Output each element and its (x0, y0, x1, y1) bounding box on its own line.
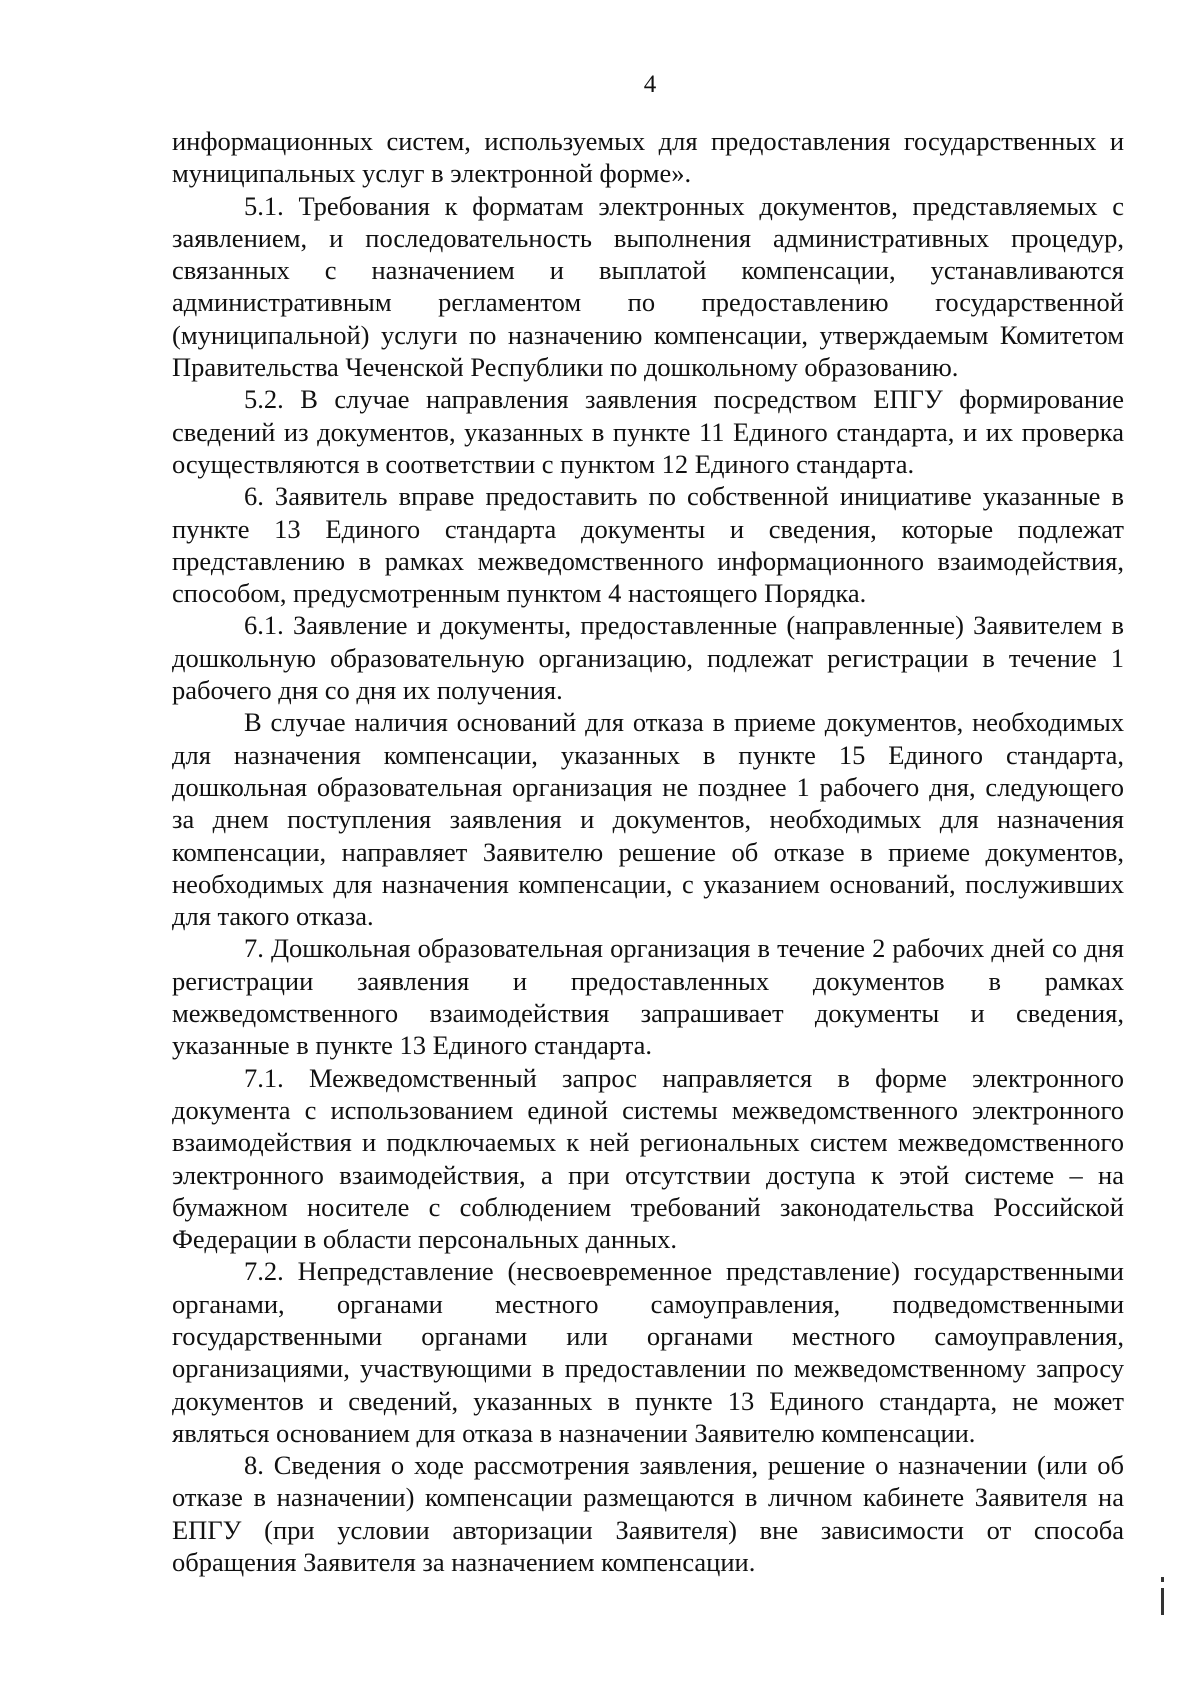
paragraph-5-1: 5.1. Требования к форматам электронных документов, представляемых с заявлением, и последовательность выполнения административных процедур, связанных с назначением и выплатой компенсации, устанавливаются административным регламентом по предоставлению государственной (муниципальной) услуги по назначению компенсации, утверждаемым Комитетом Правительства Чеченской Республики по дошкольному образованию. (172, 190, 1124, 383)
paragraph-8: 8. Сведения о ходе рассмотрения заявления, решение о назначении (или об отказе в назначении) компенсации размещаются в личном кабинете Заявителя на ЕПГУ (при условии авторизации Заявителя) вне зависимости от способа обращения Заявителя за назначением компенсации. (172, 1450, 1124, 1578)
scan-mark-dot (1161, 1577, 1164, 1582)
document-body (172, 125, 1124, 1578)
paragraph-7-1: 7.1. Межведомственный запрос направляется в форме электронного документа с использованием единой системы межведомственного электронного взаимодействия и подключаемых к ней региональных систем межведомственного электронного взаимодействия, а при отсутствии доступа к этой системе – на бумажном носителе с соблюдением требований законодательства Российской Федерации в области персональных данных. (172, 1062, 1124, 1255)
paragraph-7: 7. Дошкольная образовательная организация в течение 2 рабочих дней со дня регистрации заявления и предоставленных документов в рамках межведомственного взаимодействия запрашивает документы и сведения, указанные в пункте 13 Единого стандарта. (172, 933, 1124, 1061)
paragraph-5-2: 5.2. В случае направления заявления посредством ЕПГУ формирование сведений из документов, указанных в пункте 11 Единого стандарта, и их проверка осуществляются в соответствии с пунктом 12 Единого стандарта. (172, 384, 1124, 479)
scan-mark-line (1161, 1588, 1164, 1615)
paragraph-6-1-refusal: В случае наличия оснований для отказа в приеме документов, необходимых для назначения компенсации, указанных в пункте 15 Единого стандарта, дошкольная образовательная организация не позднее 1 рабочего дня, следующего за днем поступления заявления и документов, необходимых для назначения компенсации, направляет Заявителю решение об отказе в приеме документов, необходимых для назначения компенсации, с указанием оснований, послуживших для такого отказа. (172, 707, 1124, 932)
paragraph-7-2: 7.2. Непредставление (несвоевременное представление) государственными органами, органами местного самоуправления, подведомственными государственными органами или органами местного самоуправления, организациями, участвующими в предоставлении по межведомственному запросу документов и сведений, указанных в пункте 13 Единого стандарта, не может являться основанием для отказа в назначении Заявителю компенсации. (172, 1256, 1124, 1448)
paragraph-continuation: информационных систем, используемых для предоставления государственных и муниципальных услуг в электронной форме». (172, 126, 1124, 189)
page-number: 4 (643, 71, 657, 98)
paragraph-6: 6. Заявитель вправе предоставить по собственной инициативе указанные в пункте 13 Единого стандарта документы и сведения, которые подлежат представлению в рамках межведомственного информационного взаимодействия, способом, предусмотренным пунктом 4 настоящего Порядка. (172, 481, 1124, 609)
paragraph-6-1: 6.1. Заявление и документы, предоставленные (направленные) Заявителем в дошкольную образовательную организацию, подлежат регистрации в течение 1 рабочего дня со дня их получения. (172, 610, 1124, 706)
